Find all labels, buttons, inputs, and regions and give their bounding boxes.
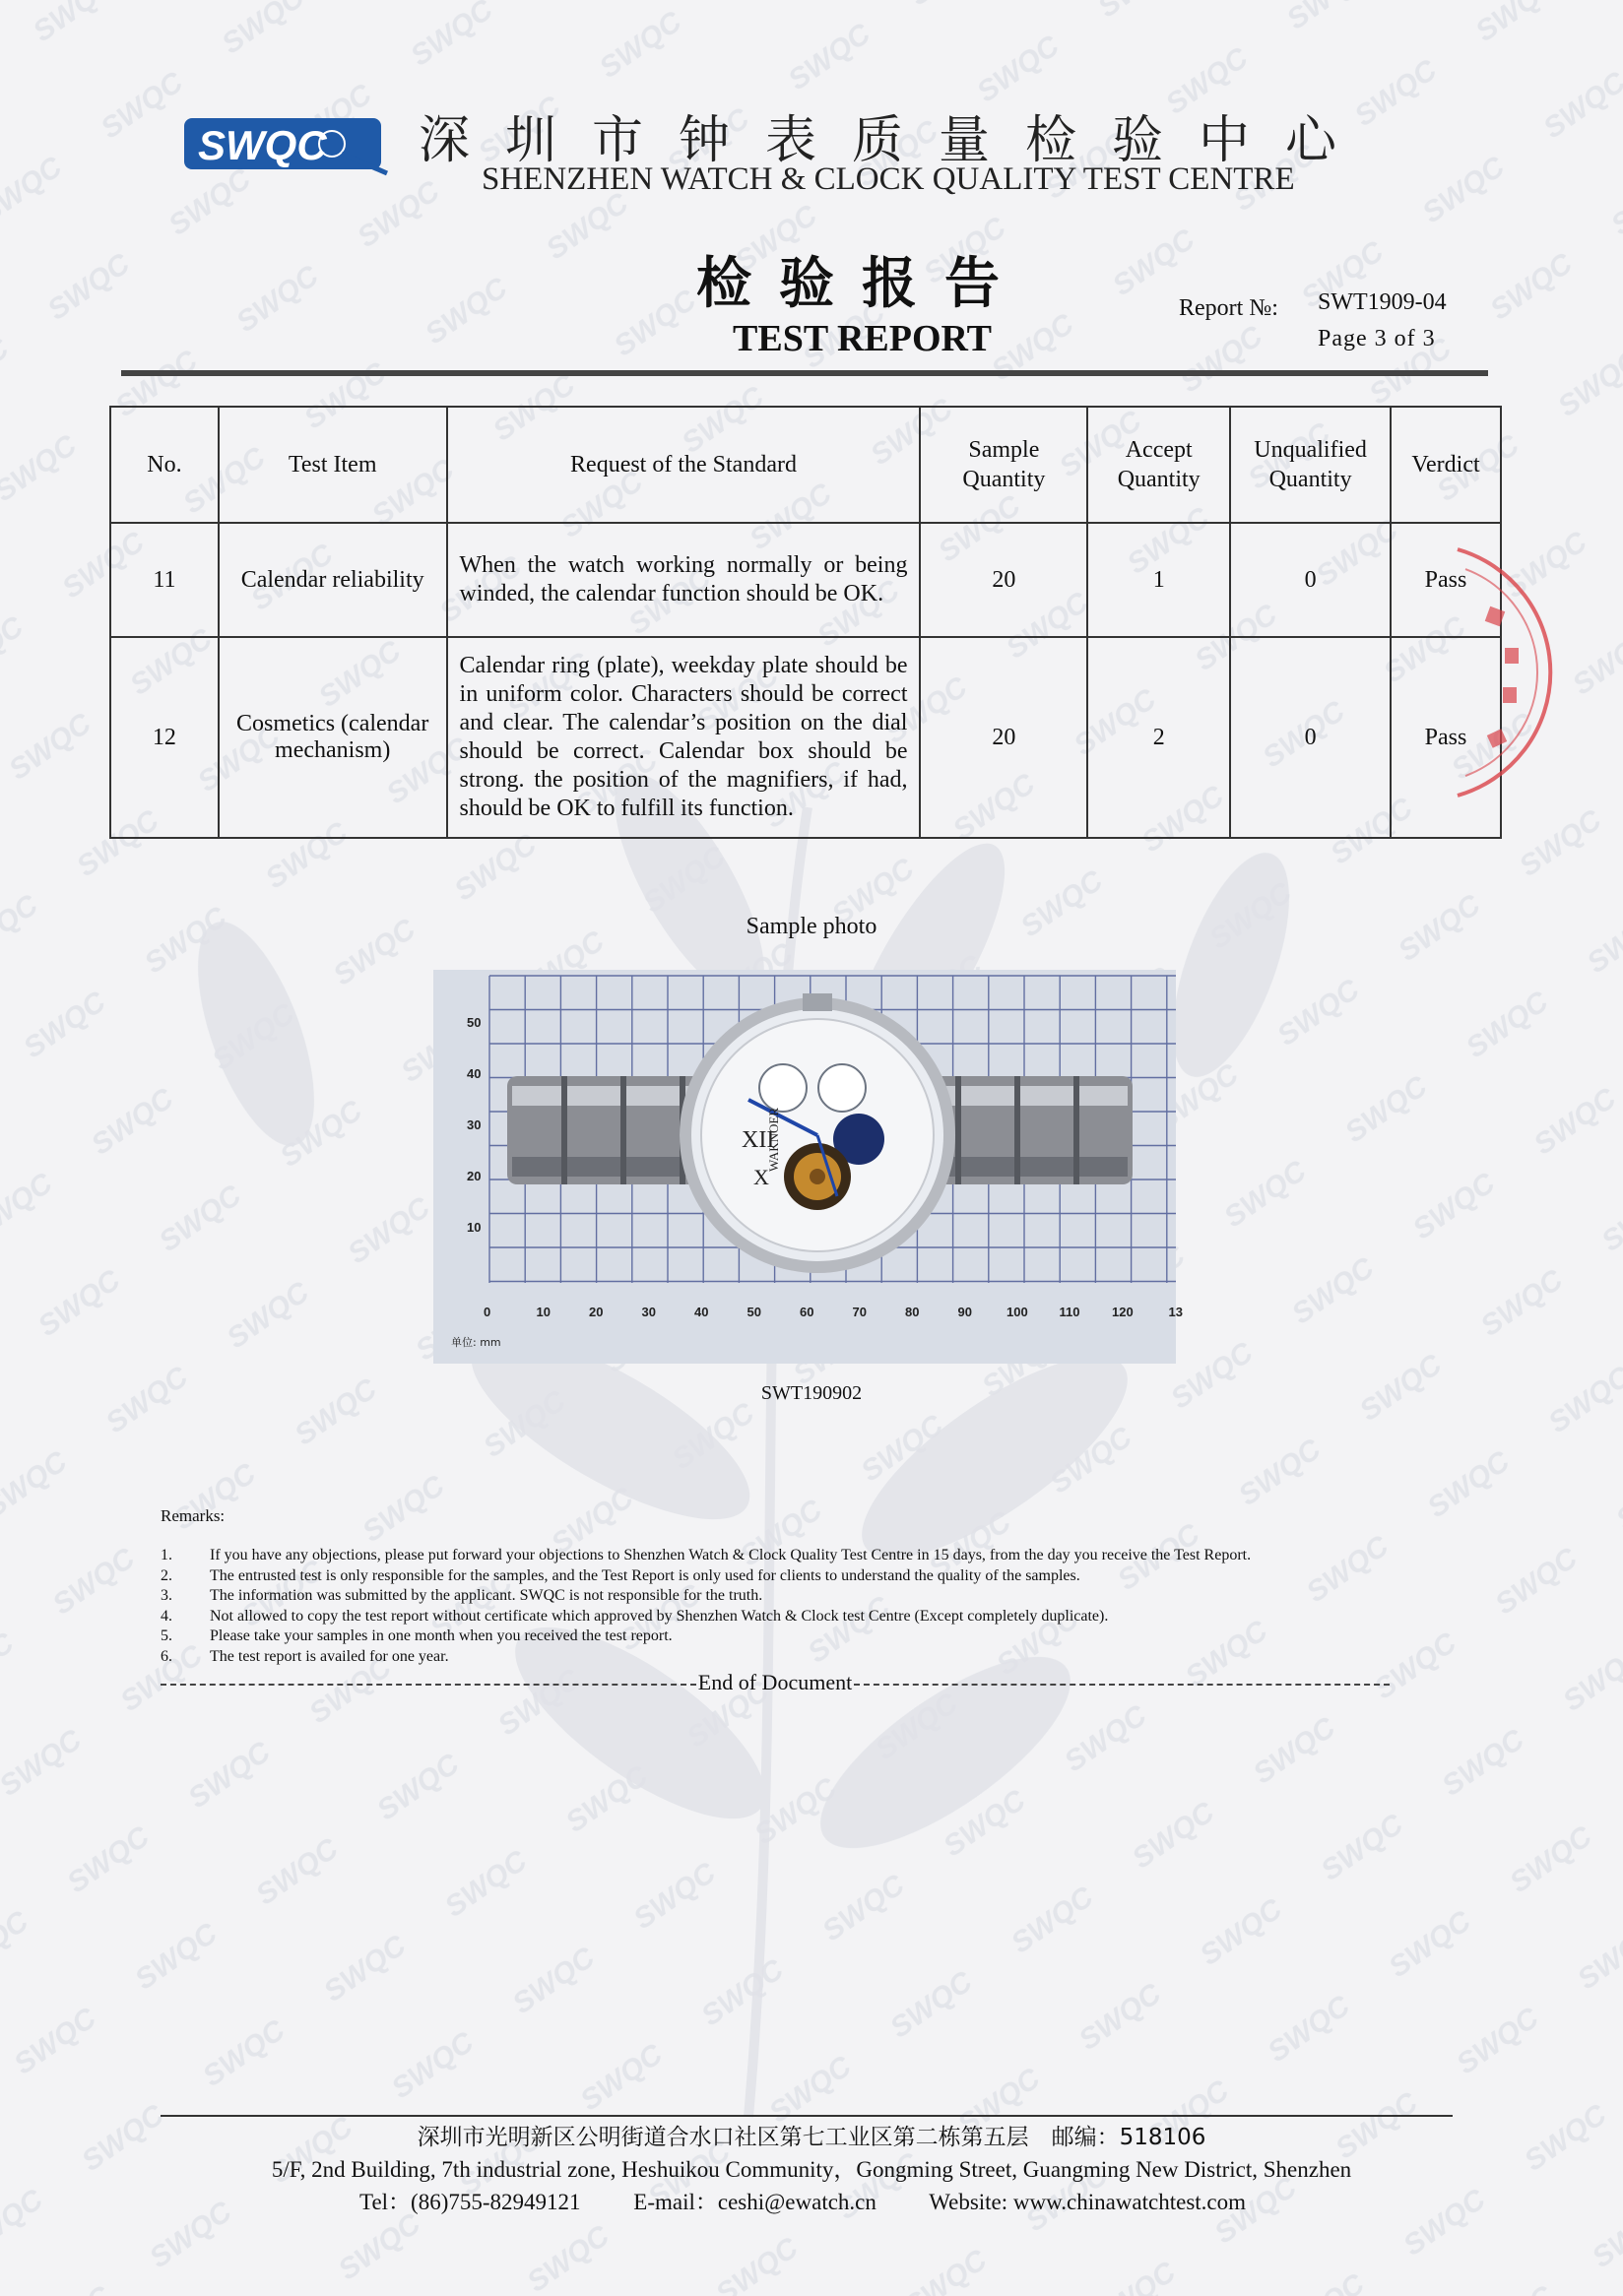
cell-sample-quantity: 20 bbox=[920, 523, 1087, 637]
sample-photo-caption: Sample photo bbox=[746, 914, 877, 939]
footer-address-en: 5/F, 2nd Building, 7th industrial zone, Heshuikou Community，Gongming Street, Guangming New District, Shenzhen bbox=[271, 2157, 1352, 2182]
cell-sample-quantity: 20 bbox=[920, 637, 1087, 838]
ruler-x-label: 60 bbox=[800, 1305, 814, 1319]
footer-divider bbox=[161, 2115, 1453, 2117]
report-title-cn: 检验报告 bbox=[696, 252, 1027, 316]
organization-name-cn: 深圳市钟表质量检验中心 bbox=[419, 111, 1373, 170]
remarks-heading: Remarks: bbox=[161, 1506, 226, 1525]
list-item: 5. Please take your samples in one month when you received the test report. bbox=[161, 1627, 673, 1644]
header-verdict: Verdict bbox=[1391, 407, 1501, 523]
dash-line-left bbox=[161, 1684, 696, 1686]
table-header-row bbox=[110, 407, 1501, 523]
ruler-x-label: 10 bbox=[536, 1305, 551, 1319]
footer-website[interactable]: Website: www.chinawatchtest.com bbox=[929, 2190, 1247, 2214]
ruler-x-label: 13 bbox=[1168, 1305, 1183, 1319]
ruler-x-label: 80 bbox=[905, 1305, 920, 1319]
cell-no: 11 bbox=[110, 523, 219, 637]
list-item: 6. The test report is availed for one year. bbox=[161, 1647, 449, 1665]
svg-text:X: X bbox=[753, 1165, 769, 1189]
header-accept-quantity: Accept Quantity bbox=[1087, 407, 1230, 523]
cell-no: 12 bbox=[110, 637, 219, 838]
cell-accept-quantity: 1 bbox=[1087, 523, 1230, 637]
swqc-logo bbox=[184, 116, 395, 175]
test-results-table bbox=[109, 406, 1502, 839]
ruler-y-label: 10 bbox=[467, 1220, 482, 1235]
cell-accept-quantity: 2 bbox=[1087, 637, 1230, 838]
report-number: SWT1909-04 bbox=[1318, 289, 1447, 315]
svg-text:SWQC: SWQC bbox=[198, 122, 327, 168]
cell-unqualified-quantity: 0 bbox=[1230, 637, 1391, 838]
report-number-label: Report №: bbox=[1179, 295, 1278, 321]
ruler-x-label: 0 bbox=[484, 1305, 491, 1319]
header-unqualified-quantity: Unqualified Quantity bbox=[1230, 407, 1391, 523]
footer-address-cn: 深圳市光明新区公明街道合水口社区第七工业区第二栋第五层 邮编：518106 bbox=[417, 2125, 1206, 2150]
cell-test-item: Cosmetics (calendar mechanism) bbox=[219, 637, 447, 838]
list-item: 3. The information was submitted by the applicant. SWQC is not responsible for the truth. bbox=[161, 1587, 763, 1604]
footer-tel: Tel：(86)755-82949121 bbox=[359, 2190, 581, 2214]
ruler-y-label: 40 bbox=[467, 1066, 482, 1081]
header-sample-quantity: Sample Quantity bbox=[920, 407, 1087, 523]
header-request: Request of the Standard bbox=[447, 407, 921, 523]
cell-request: Calendar ring (plate), weekday plate should be in uniform color. Characters should be correct and clear. The calendar’s position on the dial should be correct. Calendar box should be strong. the position of the magnifiers, if had, should be OK to fulfill its function. bbox=[447, 637, 921, 838]
report-title-en: TEST REPORT bbox=[733, 318, 992, 359]
footer-email[interactable]: E-mail：ceshi@ewatch.cn bbox=[633, 2190, 876, 2214]
ruler-x-label: 20 bbox=[589, 1305, 604, 1319]
ruler-x-label: 120 bbox=[1112, 1305, 1134, 1319]
cell-verdict: Pass bbox=[1391, 523, 1501, 637]
sample-photo bbox=[433, 970, 1183, 1364]
page-number: Page 3 of 3 bbox=[1318, 326, 1436, 351]
list-item: 4. Not allowed to copy the test report without certificate which approved by Shenzhen Watch & Clock test Centre (Except completely duplicate). bbox=[161, 1607, 1109, 1625]
ruler-x-label: 40 bbox=[694, 1305, 709, 1319]
header-no: No. bbox=[110, 407, 219, 523]
footer-contacts bbox=[359, 2184, 1293, 2216]
table-row bbox=[110, 637, 1501, 838]
ruler-y-label: 50 bbox=[467, 1015, 482, 1030]
sample-id: SWT190902 bbox=[760, 1382, 863, 1404]
dash-line-right bbox=[854, 1684, 1390, 1686]
official-stamp bbox=[1418, 540, 1556, 805]
cell-test-item: Calendar reliability bbox=[219, 523, 447, 637]
table-row bbox=[110, 523, 1501, 637]
ruler-y-label: 30 bbox=[467, 1117, 482, 1132]
remarks-list bbox=[161, 1546, 1441, 1667]
ruler-unit-label: 单位: mm bbox=[451, 1336, 501, 1349]
watch-brand: WAKNOER bbox=[766, 1108, 781, 1172]
ruler-x-label: 90 bbox=[957, 1305, 972, 1319]
header-divider bbox=[121, 370, 1488, 376]
ruler-x-label: 30 bbox=[641, 1305, 656, 1319]
ruler-x-label: 50 bbox=[747, 1305, 761, 1319]
ruler-x-label: 100 bbox=[1006, 1305, 1028, 1319]
organization-name-en: SHENZHEN WATCH & CLOCK QUALITY TEST CENTRE bbox=[482, 161, 1295, 197]
list-item: 1. If you have any objections, please put forward your objections to Shenzhen Watch & Clock Quality Test Centre in 15 days, from the day you receive the Test Report. bbox=[161, 1547, 1252, 1563]
header-test-item: Test Item bbox=[219, 407, 447, 523]
cell-verdict: Pass bbox=[1391, 637, 1501, 838]
cell-unqualified-quantity: 0 bbox=[1230, 523, 1391, 637]
ruler-x-label: 70 bbox=[852, 1305, 867, 1319]
cell-request: When the watch working normally or being winded, the calendar function should be OK. bbox=[447, 523, 921, 637]
svg-text:XII: XII bbox=[742, 1127, 775, 1153]
list-item: 2. The entrusted test is only responsible for the samples, and the Test Report is only used for clients to understand the quality of the samples. bbox=[161, 1566, 1080, 1584]
end-of-document: End of Document bbox=[161, 1670, 1390, 1695]
ruler-x-label: 110 bbox=[1059, 1305, 1080, 1319]
ruler-y-label: 20 bbox=[467, 1169, 482, 1183]
